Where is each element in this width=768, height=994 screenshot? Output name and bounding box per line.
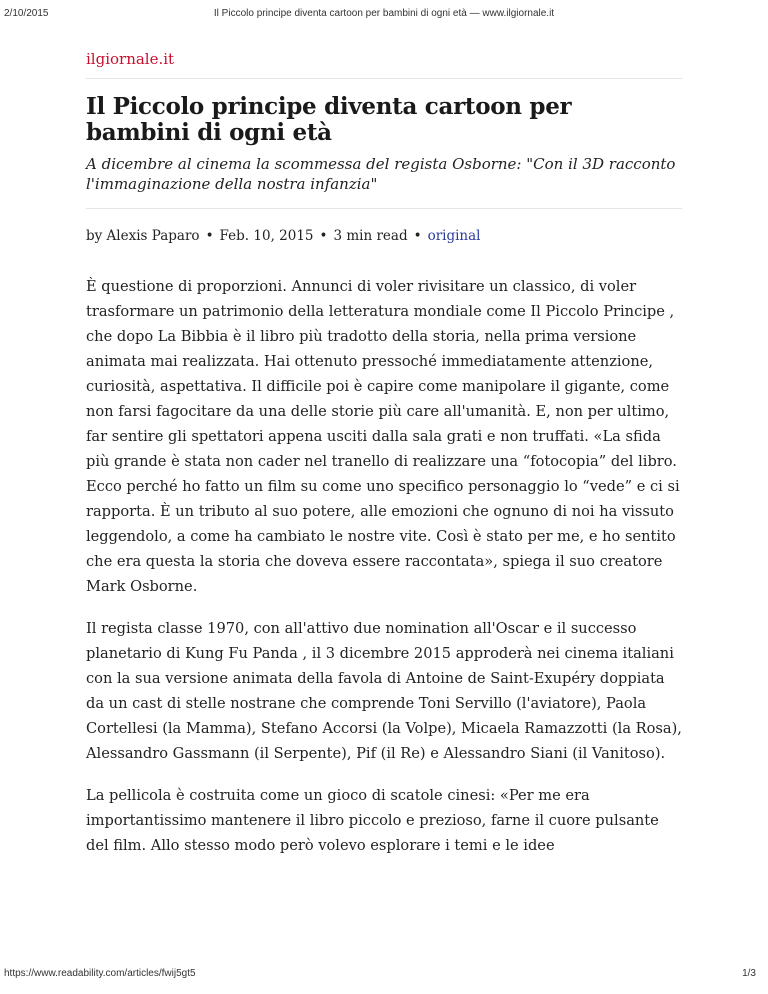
subtitle-divider: [86, 208, 682, 209]
article-body: [86, 274, 682, 858]
byline: [86, 226, 682, 246]
header-divider: [86, 78, 682, 79]
page-number: 1/3: [742, 968, 756, 979]
print-document-title: Il Piccolo principe diventa cartoon per bambini di ogni età — www.ilgiornale.it: [213, 8, 555, 19]
byline-read-time: 3 min read: [333, 228, 408, 244]
print-footer: [0, 968, 768, 988]
print-url: https://www.readability.com/articles/fwij5gt5: [4, 968, 196, 979]
byline-separator: •: [319, 228, 328, 244]
byline-separator: •: [205, 228, 214, 244]
article: [86, 48, 682, 875]
original-link[interactable]: original: [427, 228, 481, 244]
article-subtitle: A dicembre al cinema la scommessa del regista Osborne: "Con il 3D racconto l'immaginazione della nostra infanzia": [86, 155, 676, 193]
byline-author: by Alexis Paparo: [86, 228, 200, 244]
print-header: [0, 0, 768, 30]
byline-separator: •: [413, 228, 422, 244]
paragraph: È questione di proporzioni. Annunci di voler rivisitare un classico, di voler trasformare un patrimonio della letteratura mondiale come Il Piccolo Principe , che dopo La Bibbia è il libro più tradotto della storia, nella prima versione animata mai realizzata. Hai ottenuto pressoché immediatamente attenzione, curiosità, aspettativa. Il difficile poi è capire come manipolare il gigante, come non farsi fagocitare da una delle storie più care all'umanità. E, non per ultimo, far sentire gli spettatori appena usciti dalla sala grati e non truffati. «La sfida più grande è stata non cader nel tranello di realizzare una “fotocopia” del libro. Ecco perché ho fatto un film su come uno specifico personaggio lo “vede” e ci si rapporta. È un tributo al suo potere, alle emozioni che ognuno di noi ha vissuto leggendolo, a come ha cambiato le nostre vite. Così è stato per me, e ho sentito che era questa la storia che doveva essere raccontata», spiega il suo creatore Mark Osborne.: [86, 278, 680, 595]
paragraph: Il regista classe 1970, con all'attivo due nomination all'Oscar e il successo planetario di Kung Fu Panda , il 3 dicembre 2015 approderà nei cinema italiani con la sua versione animata della favola di Antoine de Saint-Exupéry doppiata da un cast di stelle nostrane che comprende Toni Servillo (l'aviatore), Paola Cortellesi (la Mamma), Stefano Accorsi (la Volpe), Micaela Ramazzotti (la Rosa), Alessandro Gassmann (il Serpente), Pif (il Re) e Alessandro Siani (il Vanitoso).: [86, 620, 682, 762]
byline-date: Feb. 10, 2015: [219, 228, 314, 244]
article-headline: Il Piccolo principe diventa cartoon per bambini di ogni età: [86, 93, 572, 146]
site-link[interactable]: ilgiornale.it: [86, 50, 175, 68]
print-date: 2/10/2015: [4, 8, 49, 19]
paragraph: La pellicola è costruita come un gioco di scatole cinesi: «Per me era importantissimo mantenere il libro piccolo e prezioso, farne il cuore pulsante del film. Allo stesso modo però volevo esplorare i temi e le idee: [86, 787, 659, 854]
